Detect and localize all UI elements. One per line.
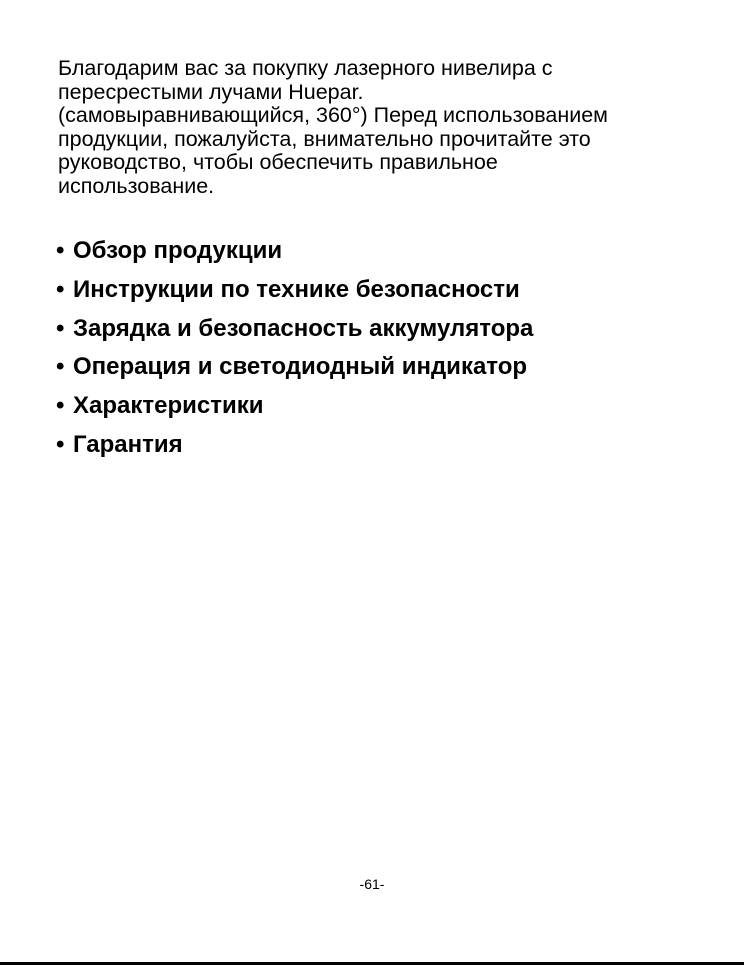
toc-item-label: Характеристики bbox=[73, 392, 264, 420]
bullet-icon: • bbox=[56, 237, 65, 264]
toc-item-safety bbox=[56, 271, 533, 310]
table-of-contents bbox=[56, 232, 533, 465]
intro-line: использование. bbox=[58, 173, 215, 198]
toc-item-specifications bbox=[56, 387, 533, 426]
toc-item-warranty bbox=[56, 426, 533, 465]
toc-item-label: Операция и светодиодный индикатор bbox=[73, 353, 528, 381]
intro-line: Благодарим вас за покупку лазерного нивелира с bbox=[58, 56, 553, 80]
toc-item-overview bbox=[56, 232, 533, 271]
bullet-icon: • bbox=[56, 314, 65, 342]
toc-item-label: Обзор продукции bbox=[73, 237, 283, 264]
toc-item-label: Гарантия bbox=[73, 430, 183, 458]
bullet-icon: • bbox=[56, 353, 65, 381]
page-number: -61- bbox=[359, 876, 385, 892]
intro-line: (самовыравнивающийся, 360°) Перед использованием bbox=[58, 103, 608, 127]
toc-item-battery bbox=[56, 310, 533, 349]
bullet-icon: • bbox=[56, 392, 65, 420]
toc-item-label: Инструкции по технике безопасности bbox=[73, 275, 520, 303]
toc-item-label: Зарядка и безопасность аккумулятора bbox=[73, 314, 534, 342]
toc-item-operation bbox=[56, 348, 533, 387]
intro-paragraph bbox=[58, 57, 728, 198]
intro-line: продукции, пожалуйста, внимательно прочитайте это bbox=[58, 126, 591, 151]
bullet-icon: • bbox=[56, 430, 65, 458]
intro-line: руководство, чтобы обеспечить правильное bbox=[58, 150, 498, 174]
intro-line: пересрестыми лучами Huepar. bbox=[58, 79, 364, 104]
bullet-icon: • bbox=[56, 275, 65, 303]
